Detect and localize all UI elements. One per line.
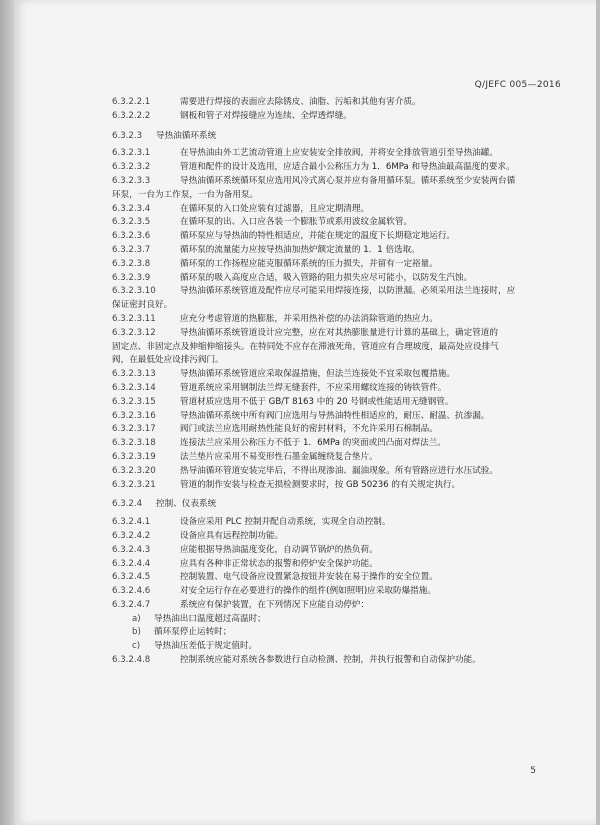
- clause-text: 对安全运行存在必要进行的操作的组件(例如照明)应采取防爆措施。: [180, 586, 436, 597]
- clause-continuation: [112, 189, 572, 203]
- clause-number: 6.3.2.3.5: [112, 217, 151, 228]
- clause: [112, 599, 572, 613]
- clause-text: 导热油出口温度超过高温时；: [154, 613, 266, 624]
- clause-number: 6.3.2.4.1: [112, 517, 151, 528]
- clause-text: 控制、仪表系统: [156, 499, 217, 510]
- clause-number: 6.3.2.4.2: [112, 530, 151, 541]
- clause-number: 6.3.2.3.8: [112, 258, 151, 269]
- clause: [112, 327, 572, 341]
- list-item: [112, 613, 572, 627]
- clause: [112, 530, 572, 544]
- clause-number: 6.3.2.3.6: [112, 231, 151, 242]
- clause-text: 应能根据导热油温度变化，自动调节锅炉的热负荷。: [180, 544, 378, 555]
- clause-text: 导热油循环系统中所有阀门应选用与导热油特性相适应的，耐压、耐温、抗渗漏。: [180, 410, 490, 421]
- clause-text: 导热油循环系统: [156, 130, 217, 141]
- clause-text: 管道的制作安装与检查无损检测要求时，按 GB 50236 的有关规定执行。: [180, 479, 461, 490]
- clause-number: 6.3.2.3: [112, 130, 143, 141]
- section-heading: [112, 498, 572, 512]
- section-heading: [112, 130, 572, 144]
- clause-text: 连接法兰应采用公称压力不低于 1．6MPa 的突面或凹凸面对焊法兰。: [180, 438, 446, 449]
- clause-number: 6.3.2.4.5: [112, 572, 151, 583]
- clause-text: 系统应有保护装置，在下列情况下应能自动停炉：: [180, 599, 370, 610]
- clause-number: 6.3.2.2.1: [112, 97, 151, 107]
- clause-number: 6.3.2.4.6: [112, 586, 151, 597]
- clause: [112, 203, 572, 217]
- page-left-edge: [0, 0, 14, 825]
- clause: [112, 585, 572, 599]
- clause: [112, 516, 572, 530]
- clause: [112, 313, 572, 327]
- clause-continuation: [112, 299, 572, 313]
- clause: [112, 437, 572, 451]
- clause-number: c): [132, 641, 141, 652]
- clause: [112, 147, 572, 161]
- clause: [112, 571, 572, 585]
- clause-number: 6.3.2.3.15: [112, 396, 156, 407]
- clause-text: 导热油循环系统管道应采取保温措施，但法兰连接处不宜采取包覆措施。: [180, 369, 456, 380]
- list-item: [112, 626, 572, 640]
- clause: [112, 544, 572, 558]
- clause: [112, 175, 572, 189]
- standard-code-header: Q/JEFC 005—2016: [474, 80, 561, 90]
- clause: [112, 272, 572, 286]
- clause-number: a): [132, 613, 141, 624]
- clause-number: 6.3.2.4.8: [112, 655, 151, 666]
- clause-number: 6.3.2.4.4: [112, 558, 151, 569]
- clause-text: 法兰垫片应采用不易变形性石墨金属缠绕复合垫片。: [180, 451, 378, 462]
- clause-number: 6.3.2.3.16: [112, 410, 156, 421]
- clause-number: 6.3.2.3.11: [112, 313, 156, 324]
- clause-continuation: [112, 341, 572, 355]
- clause-text: 设备应采用 PLC 控制并配自动系统，实现全自动控制。: [180, 517, 391, 528]
- clause-text: 保证密封良好。: [112, 300, 173, 311]
- clause: [112, 216, 572, 230]
- clause-continuation: [112, 354, 572, 368]
- clause-text: 阀门或法兰应选用耐热性能良好的密封材料，不允许采用石棉制品。: [180, 424, 438, 435]
- clause: [112, 382, 572, 396]
- clause-text: 固定点、非固定点及伸缩伸缩接头。在特同处不应存在滞液死角，管道应有合理坡度，最高处应设排气: [112, 341, 499, 352]
- clause-text: 管道系统应采用钢制法兰焊无缝套件，不应采用螺纹连接的铸铁管件。: [180, 382, 447, 393]
- clause-number: 6.3.2.3.14: [112, 382, 156, 393]
- clause: [112, 368, 572, 382]
- clause: [112, 258, 572, 272]
- clause-text: 热导油循环管道安装完毕后，不得出现渗油、漏油现象。所有管路应进行水压试验。: [180, 465, 498, 476]
- clause-text: 需要进行焊接的表面应去除锈皮、油脂、污垢和其他有害介质。: [180, 97, 421, 107]
- clause: [112, 410, 572, 424]
- clause-number: 6.3.2.3.2: [112, 162, 151, 173]
- clause-number: 6.3.2.3.18: [112, 438, 156, 449]
- clause-number: 6.3.2.4: [112, 499, 143, 510]
- clause: [112, 161, 572, 175]
- clause-number: 6.3.2.3.1: [112, 148, 151, 159]
- clause-text: 管道材质应选用不低于 GB/T 8163 中的 20 号钢或性能适用无缝钢管。: [180, 396, 454, 407]
- clause-number: 6.3.2.3.9: [112, 272, 151, 283]
- clause-text: 应具有各种非正常状态的报警和停炉安全保护功能。: [180, 558, 378, 569]
- clause-number: 6.3.2.4.7: [112, 599, 151, 610]
- clause: [112, 465, 572, 479]
- clause-text: 在循环泵的出、入口应各装一个膨胀节或系用波纹金属软管。: [180, 217, 413, 228]
- clause-text: 环泵，一台为工作泵，一台为备用泵。: [112, 189, 259, 200]
- clause-number: 6.3.2.3.19: [112, 451, 156, 462]
- clause-number: 6.3.2.3.17: [112, 424, 156, 435]
- clause-text: 阀，在最低处应设排污阀门。: [112, 355, 224, 366]
- clause-number: 6.3.2.3.4: [112, 203, 151, 214]
- clause: [112, 451, 572, 465]
- clause-text: 导热油压差低于规定值时。: [154, 641, 258, 652]
- list-item: [112, 640, 572, 654]
- clause: [112, 558, 572, 572]
- clause-number: 6.3.2.4.3: [112, 544, 151, 555]
- clause-number: 6.3.2.3.3: [112, 175, 151, 186]
- clause-text: 在循环泵的入口处应装有过滤器，且应定期清理。: [180, 203, 370, 214]
- clause-text: 控制装置、电气设备应设置紧急按钮并安装在易于操作的安全位置。: [180, 572, 438, 583]
- clause-number: 6.3.2.3.12: [112, 327, 156, 338]
- clause-text: 循环泵应与导热油的特性相适应，并能在规定的温度下长期稳定地运行。: [180, 231, 456, 242]
- document-body: [112, 96, 572, 668]
- clause-text: 设备应具有远程控制功能。: [180, 530, 284, 541]
- clause-text: 在导热油由外工艺流动管道上应安装安全排放阀，并将安全排放管道引至导热油罐。: [180, 148, 498, 159]
- clause: [112, 654, 572, 668]
- clause-number: 6.3.2.3.10: [112, 286, 156, 297]
- clause-text: 导热油循环系统管道设计应完整，应在对其热膨胀量进行计算的基础上，确定管道的: [180, 327, 498, 338]
- clause-text: 管道和配件的设计及选用，应适合最小公称压力为 1．6MPa 和导热油最高温度的要求。: [180, 162, 515, 173]
- clause-text: 导热油循环系统循环泵应选用风冷式离心泵并应有备用循环泵。循环系统至少安装两台循: [180, 175, 516, 186]
- clause-number: 6.3.2.3.13: [112, 369, 156, 380]
- clause-text: 应充分考虑管道的热膨胀，并采用热补偿的办法消除管道的热应力。: [180, 313, 438, 324]
- clause: [112, 479, 572, 493]
- clause: [112, 110, 572, 124]
- document-page: [14, 0, 596, 825]
- clause-number: 6.3.2.3.21: [112, 479, 156, 490]
- clause-number: 6.3.2.3.7: [112, 244, 151, 255]
- clause: [112, 230, 572, 244]
- clause: [112, 423, 572, 437]
- clause: [112, 96, 572, 110]
- clause: [112, 396, 572, 410]
- clause-text: 循环泵停止运转时；: [154, 627, 232, 638]
- clause-number: 6.3.2.3.20: [112, 465, 156, 476]
- clause-text: 循环泵的吸入高度应合适，吸入管路的阻力损失应尽可能小，以防发生汽蚀。: [180, 272, 473, 283]
- clause-number: 6.3.2.2.2: [112, 110, 151, 121]
- clause-number: b): [132, 627, 141, 638]
- clause-text: 钢板和管子对焊接缝应为连续、全焊透焊缝。: [180, 110, 352, 121]
- clause: [112, 244, 572, 258]
- clause-text: 循环泵的工作扬程应能克服循环系统的压力损失，并留有一定裕量。: [180, 258, 438, 269]
- page-number: 5: [530, 766, 536, 776]
- clause-text: 循环泵的流量能力应按导热油加热炉额定流量的 1．1 倍选取。: [180, 244, 420, 255]
- clause-text: 控制系统应能对系统各参数进行自动检测、控制，并执行报警和自动保护功能。: [180, 655, 481, 666]
- clause: [112, 285, 572, 299]
- clause-text: 导热油循环系统管道及配件应尽可能采用焊接连接，以防泄漏。必须采用法兰连接时，应: [180, 286, 516, 297]
